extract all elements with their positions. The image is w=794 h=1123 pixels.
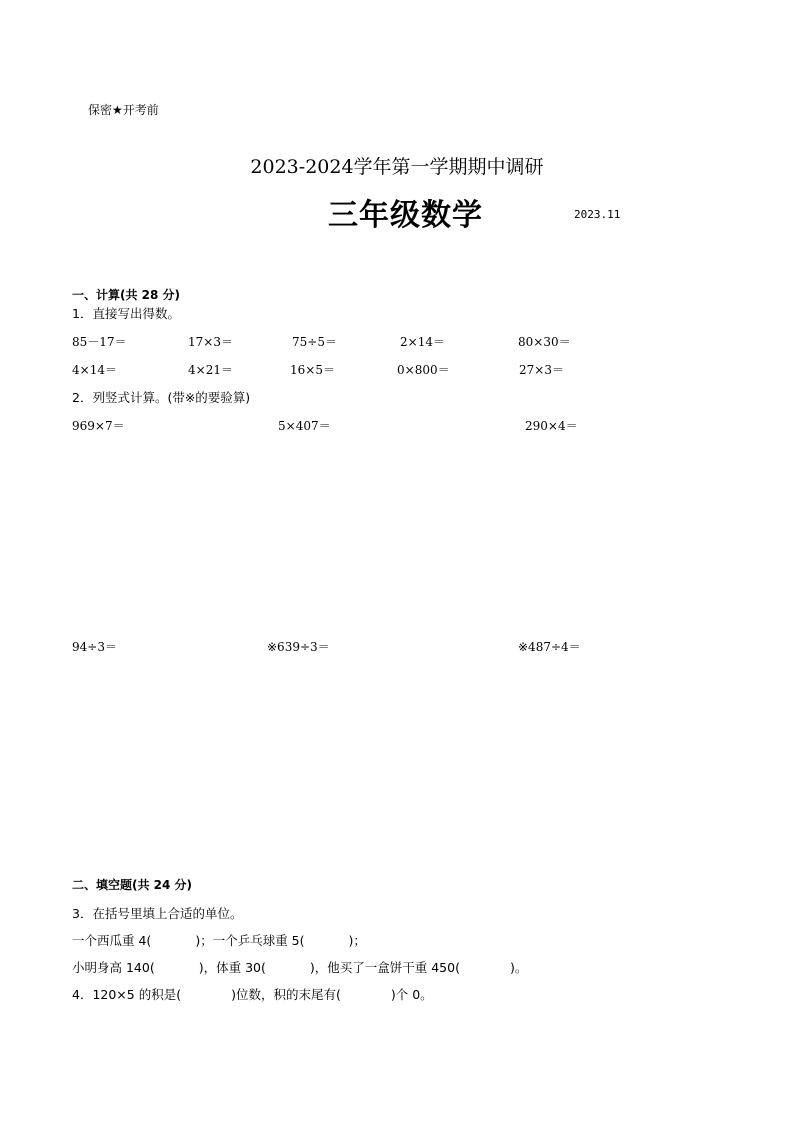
q4-text: )个 0。 xyxy=(390,987,433,1002)
q2-expression: 290×4＝ xyxy=(525,419,578,433)
question-4-line xyxy=(72,985,433,1003)
q1-expression: 4×14＝ xyxy=(72,363,117,377)
section-heading-calculation: 一、计算(共 28 分) xyxy=(72,288,181,302)
q1-expression: 0×800＝ xyxy=(397,363,450,377)
section-heading-fill-in: 二、填空题(共 24 分) xyxy=(72,878,193,892)
question-2-label: 2．列竖式计算。(带※的要验算) xyxy=(72,390,251,405)
q4-text: )位数，积的末尾有( xyxy=(231,987,341,1002)
question-1-label: 1．直接写出得数。 xyxy=(72,306,180,321)
q2-expression: ※639÷3＝ xyxy=(267,640,330,654)
q2-expression: 969×7＝ xyxy=(72,419,125,433)
exam-subtitle: 三年级数学 xyxy=(328,198,483,233)
q1-expression: 16×5＝ xyxy=(290,363,335,377)
q3-text: )。 xyxy=(509,960,528,975)
question-3-label: 3．在括号里填上合适的单位。 xyxy=(72,906,243,921)
exam-date: 2023.11 xyxy=(574,208,621,221)
q1-expression: 4×21＝ xyxy=(188,363,233,377)
q1-expression: 2×14＝ xyxy=(400,335,445,349)
q1-expression: 27×3＝ xyxy=(519,363,564,377)
q1-expression: 17×3＝ xyxy=(188,335,233,349)
q2-expression: 5×407＝ xyxy=(278,419,331,433)
q4-text: 4．120×5 的积是( xyxy=(72,987,182,1002)
q3-text: )，体重 30( xyxy=(198,960,266,975)
confidential-label: 保密★开考前 xyxy=(88,103,159,117)
q3-text: )；一个乒乓球重 5( xyxy=(195,933,305,948)
q3-text: 一个西瓜重 4( xyxy=(72,933,152,948)
q1-expression: 75÷5＝ xyxy=(292,335,337,349)
q3-text: )，他买了一盒饼干重 450( xyxy=(309,960,460,975)
question-3-line-2 xyxy=(72,958,527,976)
q3-text: 小明身高 140( xyxy=(72,960,155,975)
question-3-line-1 xyxy=(72,931,366,949)
q1-expression: 80×30＝ xyxy=(518,335,571,349)
q3-text: )； xyxy=(348,933,366,948)
q2-expression: ※487÷4＝ xyxy=(518,640,581,654)
q2-expression: 94÷3＝ xyxy=(72,640,117,654)
exam-title: 2023-2024学年第一学期期中调研 xyxy=(250,156,544,178)
q1-expression: 85－17＝ xyxy=(72,335,127,349)
